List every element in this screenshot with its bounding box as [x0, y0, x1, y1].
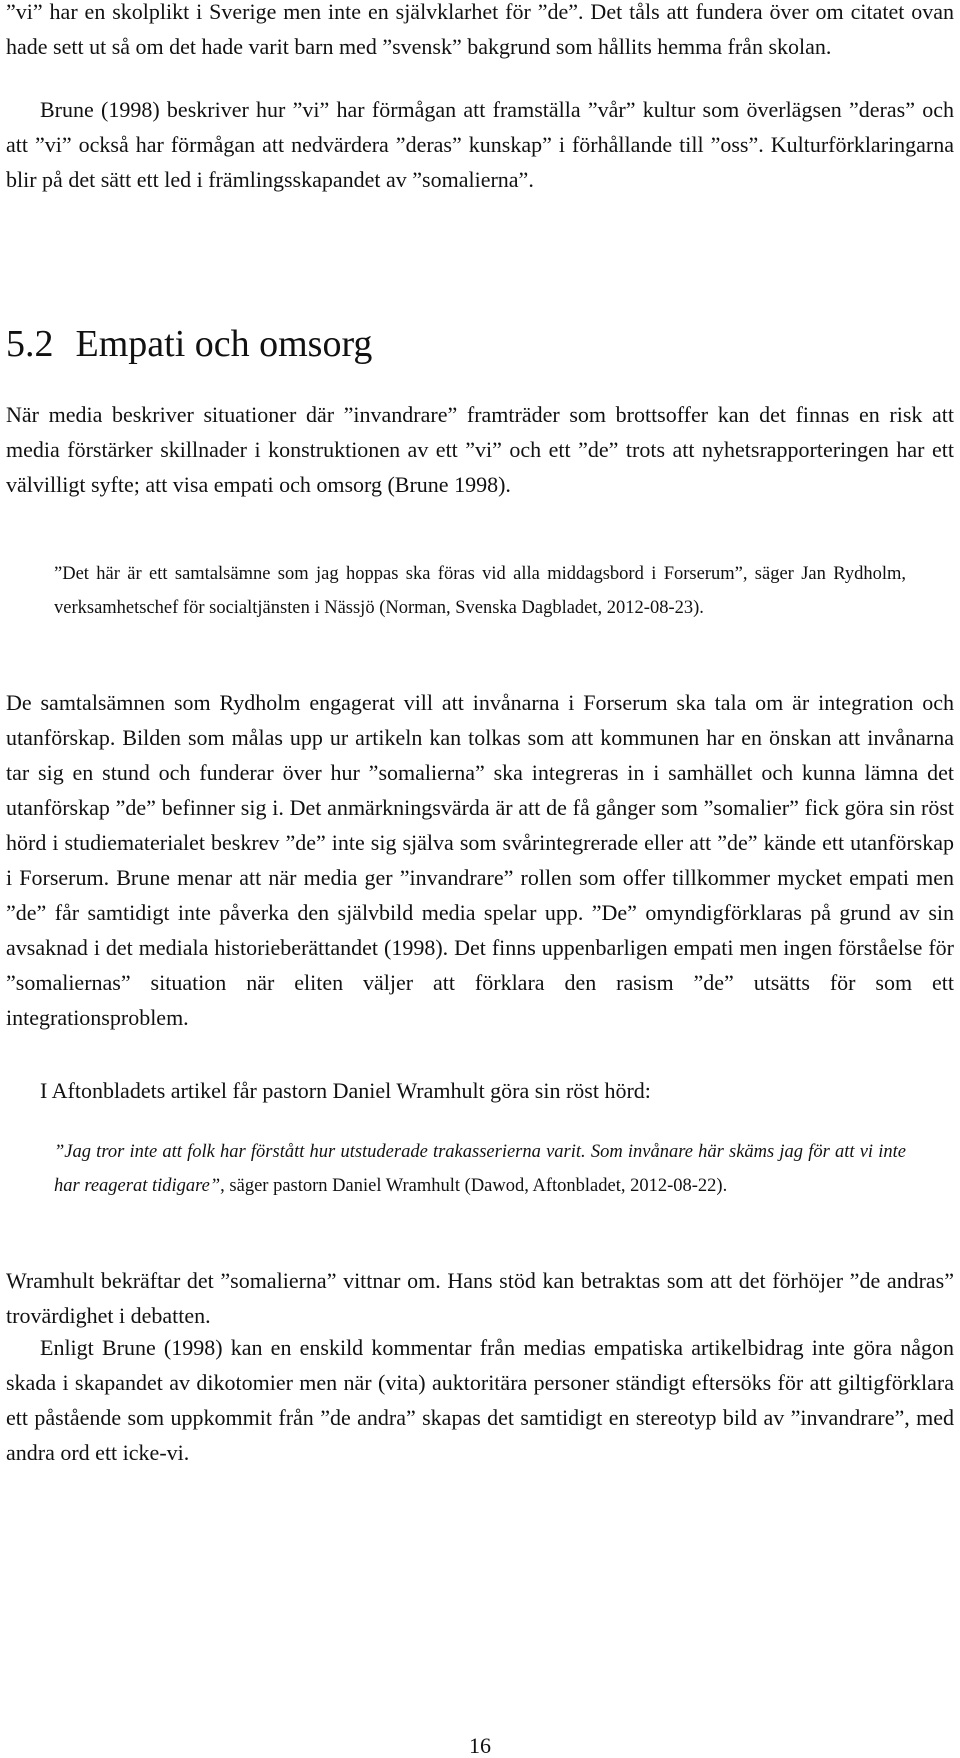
paragraph-media-victims: När media beskriver situationer där ”invandrare” framträder som brottsoffer kan det finnas en risk att media förstärker skillnader i konstruktionen av ett ”vi” och ett ”de” trots att nyhetsrapporteringen har ett välvilligt syfte; att visa empati och omsorg (Brune 1998).: [6, 402, 954, 497]
quote-italic-part: ”Jag tror inte att folk har förstått hur utstuderade trakasserierna varit. Som invånare här skäms jag för att vi inte har reagerat tidigare”: [54, 1142, 906, 1196]
paragraph-aftonbladet: I Aftonbladets artikel får pastorn Daniel Wramhult göra sin röst hörd:: [40, 1078, 651, 1103]
section-title: Empati och omsorg: [75, 323, 373, 365]
paragraph-integration: De samtalsämnen som Rydholm engagerat vill att invånarna i Forserum ska tala om är integration och utanförskap. Bilden som målas upp ur artikeln kan tolkas som att kommunen har en önskan att invånarna tar sig en stund och funderar över hur ”somalierna” ska integreras in i samhället och kunna lämna det utanförskap ”de” befinner sig i. Det anmärkningsvärda är att de få gånger som ”somalier” fick göra sin röst hörd i studiematerialet beskrev ”de” inte sig själva som svårintegrerade eller att ”de” kände ett utanförskap i Forserum. Brune menar att när media ger ”invandrare” rollen som offer tillkommer mycket empati men ”de” får samtidigt inte påverka den självbild media spelar upp. ”De” omyndigförklaras på grund av sin avsaknad i det mediala historieberättandet (1998). Det finns uppenbarligen empati men ingen förståelse för ”somaliernas” situation när eliten väljer att förklara den rasism ”de” utsätts för som ett integrationsproblem.: [6, 690, 954, 1030]
page-number: 16: [469, 1733, 491, 1758]
paragraph-brune-culture: Brune (1998) beskriver hur ”vi” har förmågan att framställa ”vår” kultur som överlägsen ”deras” och att ”vi” också har förmågan att nedvärdera ”deras” kunskap” i förhållande till ”oss”. Kulturförklaringarna blir på det sätt ett led i främlingsskapandet av ”somalierna”.: [6, 97, 954, 192]
section-heading: [6, 316, 372, 372]
section-number: 5.2: [6, 323, 54, 365]
block-quote-rydholm: ”Det här är ett samtalsämne som jag hoppas ska föras vid alla middagsbord i Forserum”, säger Jan Rydholm, verksamhetschef för socialtjänsten i Nässjö (Norman, Svenska Dagbladet, 2012-08-23).: [54, 564, 906, 618]
block-quote-wramhult: [54, 1135, 906, 1203]
paragraph-brune-dichotomies: Enligt Brune (1998) kan en enskild kommentar från medias empatiska artikelbidrag inte göra någon skada i skapandet av dikotomier men när (vita) auktoritära personer ständigt eftersöks för att giltigförklara ett påstående som uppkommit från ”de andra” skapas det samtidigt en stereotyp bild av ”invandrare”, med andra ord ett icke-vi.: [6, 1335, 954, 1465]
quote-attribution: , säger pastorn Daniel Wramhult (Dawod, Aftonbladet, 2012-08-22).: [220, 1176, 728, 1196]
paragraph-wramhult-confirms: Wramhult bekräftar det ”somalierna” vittnar om. Hans stöd kan betraktas som att det förhöjer ”de andras” trovärdighet i debatten.: [6, 1268, 954, 1328]
paragraph-intro: ”vi” har en skolplikt i Sverige men inte en självklarhet för ”de”. Det tåls att fundera över om citatet ovan hade sett ut så om det hade varit barn med ”svensk” bakgrund som hållits hemma från skolan.: [6, 0, 954, 59]
